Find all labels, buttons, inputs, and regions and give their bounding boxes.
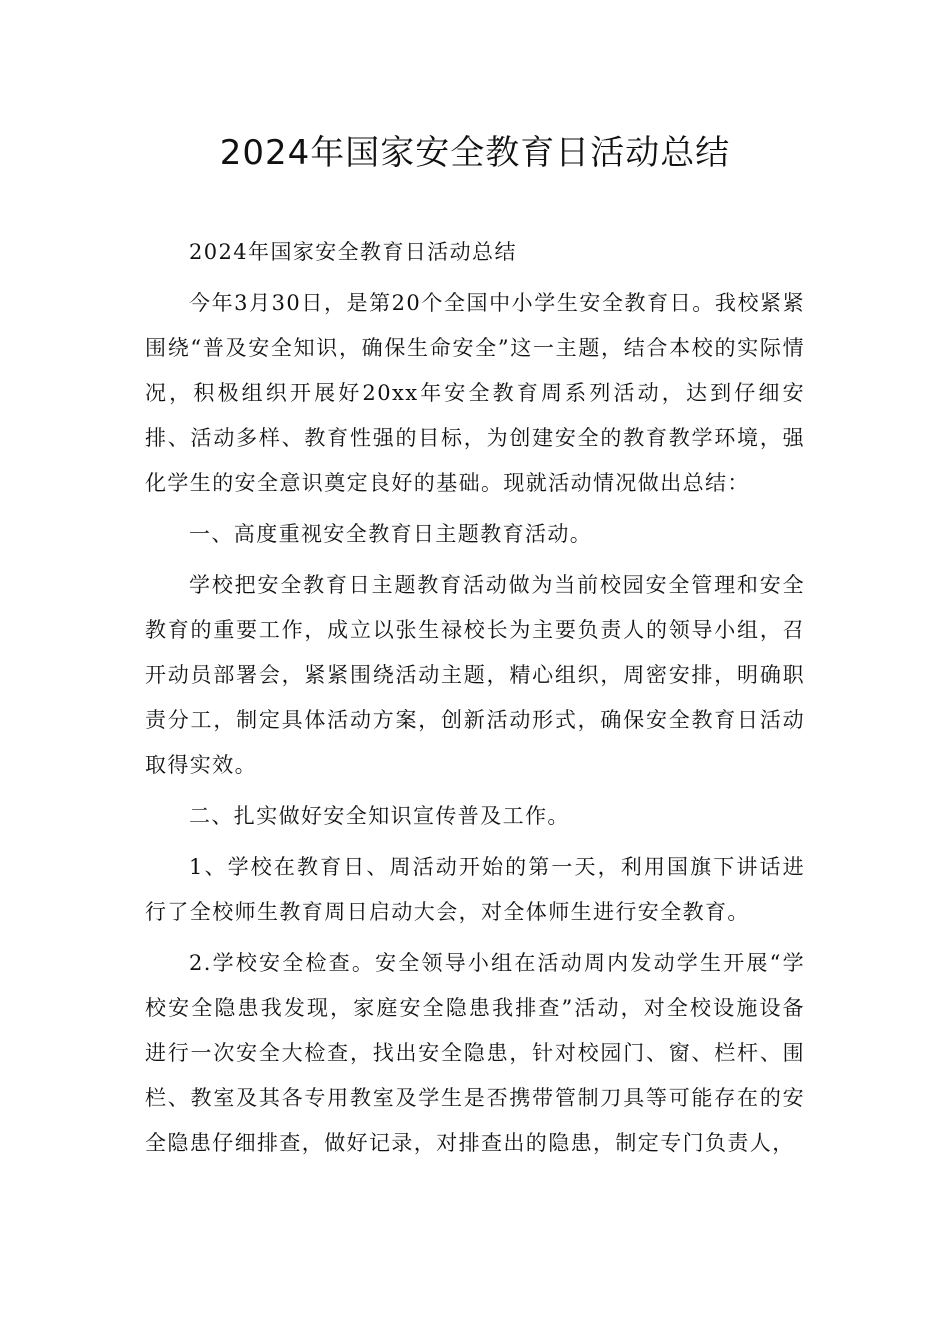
paragraph-subtitle: 2024年国家安全教育日活动总结 <box>189 240 517 264</box>
paragraph-section-1: 学校把安全教育日主题教育活动做为当前校园安全管理和安全教育的重要工作，成立以张生禄校长为主要负责人的领导小组，召开动员部署会，紧紧围绕活动主题，精心组织，周密安排，明确职责分工，制定具体活动方案，创新活动形式，确保安全教育日活动取得实效。 <box>145 573 805 777</box>
paragraph-intro: 今年3月30日，是第20个全国中小学生安全教育日。我校紧紧围绕“普及安全知识，确保生命安全”这一主题，结合本校的实际情况，积极组织开展好20xx年安全教育周系列活动，达到仔细安排、活动多样、教育性强的目标，为创建安全的教育教学环境，强化学生的安全意识奠定良好的基础。现就活动情况做出总结： <box>145 291 805 495</box>
section-heading-1: 一、高度重视安全教育日主题教育活动。 <box>189 522 593 546</box>
document-title: 2024年国家安全教育日活动总结 <box>219 133 731 173</box>
paragraph-item-2: 2.学校安全检查。安全领导小组在活动周内发动学生开展“学校安全隐患我发现，家庭安全隐患我排查”活动，对全校设施设备进行一次安全大检查，找出安全隐患，针对校园门、窗、栏杆、围栏、教室及其各专用教室及学生是否携带管制刀具等可能存在的安全隐患仔细排查，做好记录，对排查出的隐患，制定专门负责人， <box>145 951 805 1155</box>
document-body <box>145 230 805 1172</box>
paragraph-item-1: 1、学校在教育日、周活动开始的第一天，利用国旗下讲话进行了全校师生教育周日启动大会，对全体师生进行安全教育。 <box>145 855 805 924</box>
section-heading-2: 二、扎实做好安全知识宣传普及工作。 <box>189 804 570 828</box>
